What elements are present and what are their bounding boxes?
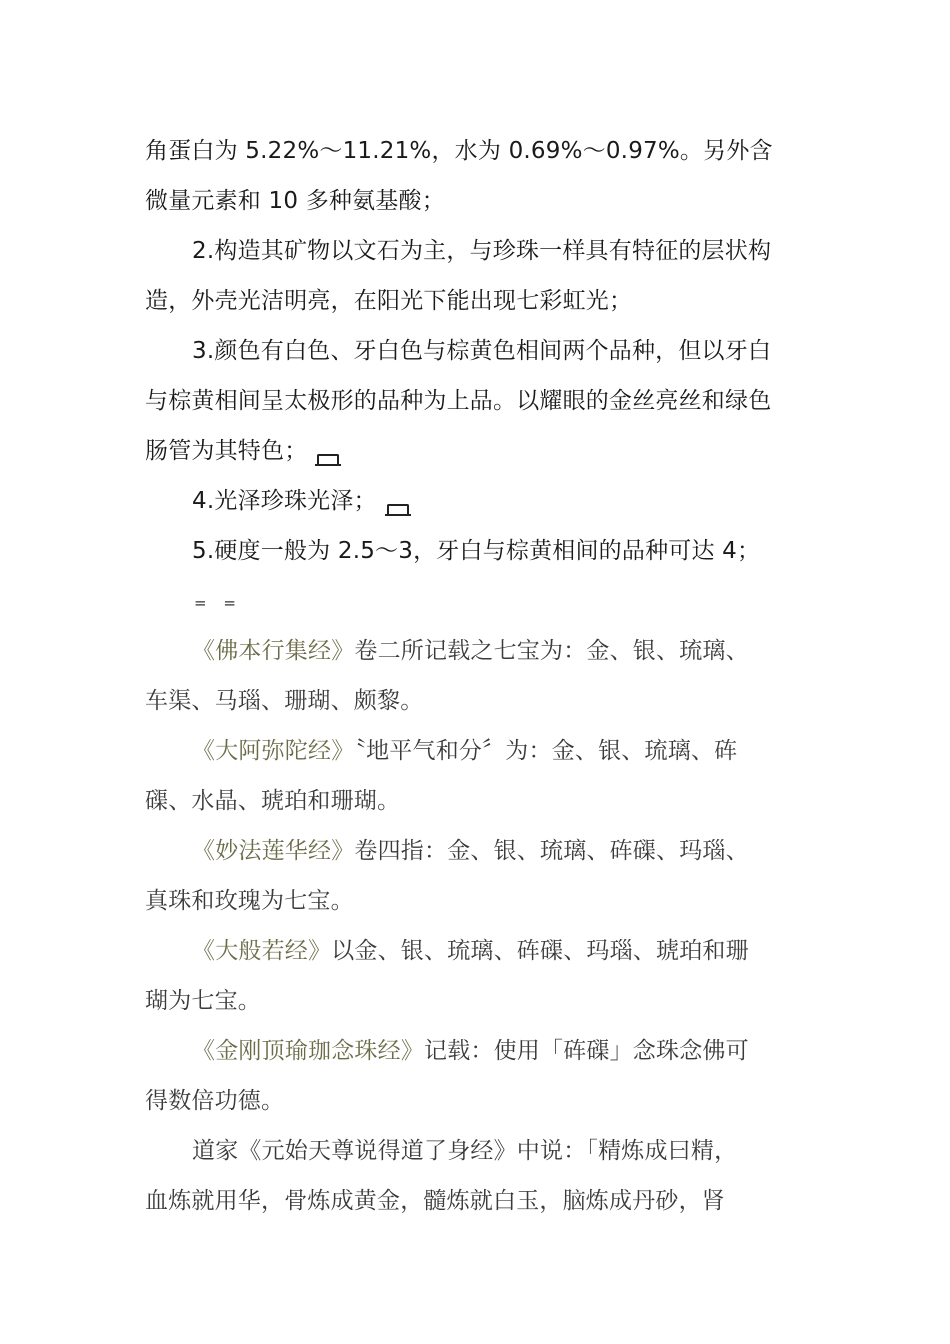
text-line: 4.光泽珍珠光泽； xyxy=(192,488,377,514)
book-title: 《妙法莲华经》 xyxy=(192,838,355,864)
daoist-line: 血炼就用华，骨炼成黄金，髓炼就白玉，脑炼成丹砂，肾 xyxy=(145,1188,725,1214)
sutra-text: 记载：使用「砗磲」念珠念佛可 xyxy=(424,1038,749,1064)
sutra-text: 卷二所记载之七宝为：金、银、琉璃、 xyxy=(354,638,749,664)
text-line: 2.构造其矿物以文石为主，与珍珠一样具有特征的层状构 xyxy=(192,238,772,264)
text-line: 与棕黄相间呈太极形的品种为上品。以耀眼的金丝亮丝和绿色 xyxy=(145,388,772,414)
sutra-line xyxy=(192,936,749,966)
sutra-line xyxy=(192,736,737,766)
separator-mark: = = xyxy=(194,594,242,612)
text-line: 造，外壳光洁明亮，在阳光下能出现七彩虹光； xyxy=(145,288,633,314)
text-line-with-mark xyxy=(145,436,339,466)
sutra-line: 得数倍功德。 xyxy=(145,1088,285,1114)
book-title: 《金刚顶瑜珈念珠经》 xyxy=(192,1038,424,1064)
text-line: 肠管为其特色； xyxy=(145,438,308,464)
sutra-line: 真珠和玫瑰为七宝。 xyxy=(145,888,354,914)
sutra-text: 卷四指：金、银、琉璃、砗磲、玛瑙、 xyxy=(354,838,749,864)
text-line: 5.硬度一般为 2.5～3，牙白与棕黄相间的品种可达 4； xyxy=(192,538,761,564)
text-line: 角蛋白为 5.22%～11.21%，水为 0.69%～0.97%。另外含 xyxy=(145,138,773,164)
book-title: 《大阿弥陀经》 xyxy=(192,738,355,764)
book-title: 《佛本行集经》 xyxy=(192,638,355,664)
sutra-line: 瑚为七宝。 xyxy=(145,988,261,1014)
sutra-line: 磲、水晶、琥珀和珊瑚。 xyxy=(145,788,401,814)
sutra-line xyxy=(192,636,749,666)
book-title: 《大般若经》 xyxy=(192,938,332,964)
daoist-line: 道家《元始天尊说得道了身经》中说：「精炼成曰精， xyxy=(192,1138,738,1164)
bracket-mark-icon xyxy=(387,504,409,514)
sutra-text: 以金、银、琉璃、砗磲、玛瑙、琥珀和珊 xyxy=(331,938,749,964)
text-line: 3.颜色有白色、牙白色与棕黄色相间两个品种，但以牙白 xyxy=(192,338,772,364)
text-line-with-mark xyxy=(192,486,409,516)
sutra-text: 〝地平气和分〞为：金、银、琉璃、砗 xyxy=(354,738,738,764)
sutra-line xyxy=(192,1036,749,1066)
text-line: 微量元素和 10 多种氨基酸； xyxy=(145,188,445,214)
sutra-line xyxy=(192,836,749,866)
sutra-line: 车渠、马瑙、珊瑚、颇黎。 xyxy=(145,688,424,714)
bracket-mark-icon xyxy=(317,454,339,464)
